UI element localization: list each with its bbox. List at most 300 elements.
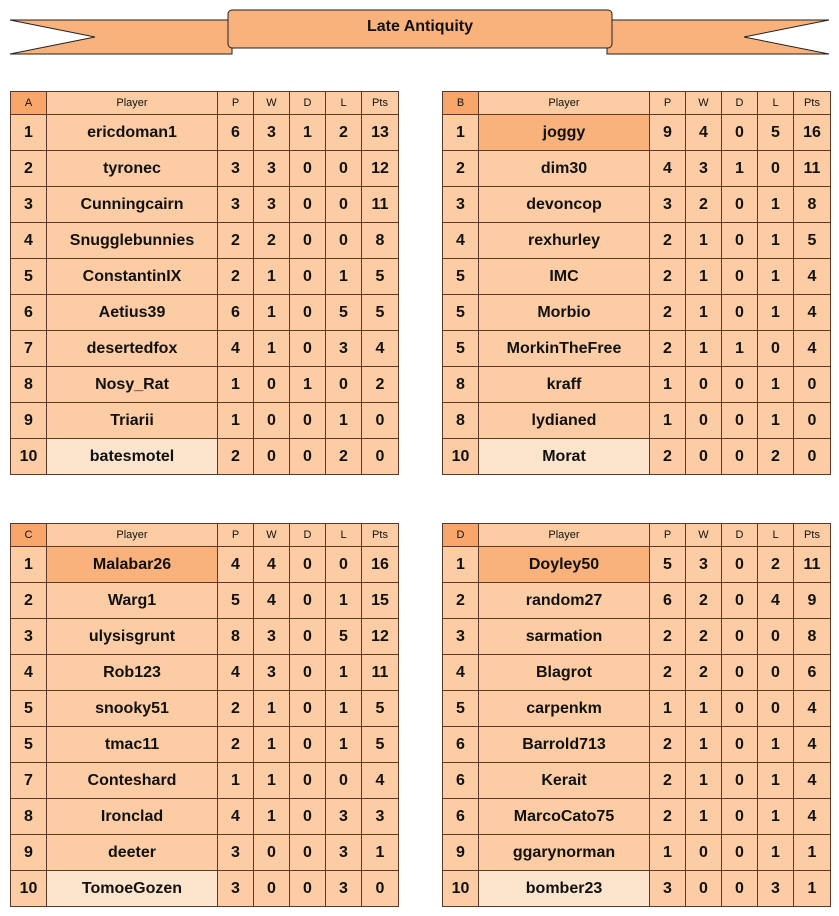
table-row <box>11 403 399 439</box>
drawn-cell: 0 <box>722 655 758 691</box>
lost-cell: 1 <box>758 295 794 331</box>
player-name: Aetius39 <box>47 295 218 331</box>
rank-cell: 6 <box>443 763 479 799</box>
points-cell: 1 <box>794 871 831 907</box>
player-name: tyronec <box>47 151 218 187</box>
col-header-played: P <box>218 92 254 115</box>
points-cell: 9 <box>794 583 831 619</box>
player-name: Blagrot <box>479 655 650 691</box>
won-cell: 2 <box>686 655 722 691</box>
points-cell: 12 <box>362 151 399 187</box>
player-name: Doyley50 <box>479 547 650 583</box>
rank-cell: 1 <box>11 115 47 151</box>
points-cell: 0 <box>794 439 831 475</box>
points-cell: 8 <box>362 223 399 259</box>
table-row <box>443 763 831 799</box>
player-name: Malabar26 <box>47 547 218 583</box>
played-cell: 1 <box>218 403 254 439</box>
rank-cell: 5 <box>11 727 47 763</box>
col-header-played: P <box>650 92 686 115</box>
won-cell: 1 <box>686 295 722 331</box>
table-row <box>443 691 831 727</box>
won-cell: 0 <box>254 403 290 439</box>
table-row <box>11 259 399 295</box>
col-header-drawn: D <box>290 92 326 115</box>
drawn-cell: 0 <box>722 799 758 835</box>
player-name: snooky51 <box>47 691 218 727</box>
rank-cell: 4 <box>11 223 47 259</box>
drawn-cell: 0 <box>722 295 758 331</box>
table-row <box>443 583 831 619</box>
lost-cell: 3 <box>326 799 362 835</box>
won-cell: 1 <box>686 727 722 763</box>
lost-cell: 2 <box>758 439 794 475</box>
played-cell: 5 <box>650 547 686 583</box>
player-name: devoncop <box>479 187 650 223</box>
points-cell: 11 <box>794 547 831 583</box>
played-cell: 4 <box>218 331 254 367</box>
player-name: Ironclad <box>47 799 218 835</box>
rank-cell: 5 <box>11 691 47 727</box>
drawn-cell: 0 <box>290 763 326 799</box>
table-row <box>11 871 399 907</box>
table-row <box>11 799 399 835</box>
drawn-cell: 1 <box>722 331 758 367</box>
won-cell: 1 <box>686 259 722 295</box>
group-label: D <box>443 524 479 547</box>
lost-cell: 0 <box>758 691 794 727</box>
won-cell: 1 <box>254 763 290 799</box>
table-row <box>11 583 399 619</box>
lost-cell: 1 <box>758 259 794 295</box>
rank-cell: 8 <box>11 367 47 403</box>
played-cell: 1 <box>650 403 686 439</box>
lost-cell: 3 <box>758 871 794 907</box>
player-name: sarmation <box>479 619 650 655</box>
played-cell: 2 <box>218 223 254 259</box>
lost-cell: 5 <box>758 115 794 151</box>
player-name: Triarii <box>47 403 218 439</box>
table-row <box>443 223 831 259</box>
points-cell: 11 <box>362 655 399 691</box>
col-header-lost: L <box>758 524 794 547</box>
drawn-cell: 0 <box>722 439 758 475</box>
drawn-cell: 0 <box>722 223 758 259</box>
player-name: lydianed <box>479 403 650 439</box>
played-cell: 3 <box>218 871 254 907</box>
lost-cell: 2 <box>758 547 794 583</box>
won-cell: 0 <box>254 871 290 907</box>
won-cell: 1 <box>254 691 290 727</box>
player-name: desertedfox <box>47 331 218 367</box>
table-row <box>11 655 399 691</box>
points-cell: 0 <box>794 367 831 403</box>
played-cell: 2 <box>650 439 686 475</box>
points-cell: 8 <box>794 187 831 223</box>
played-cell: 1 <box>218 367 254 403</box>
won-cell: 0 <box>686 835 722 871</box>
points-cell: 0 <box>362 871 399 907</box>
player-name: dim30 <box>479 151 650 187</box>
lost-cell: 2 <box>326 115 362 151</box>
player-name: Snugglebunnies <box>47 223 218 259</box>
col-header-played: P <box>650 524 686 547</box>
drawn-cell: 0 <box>290 835 326 871</box>
played-cell: 9 <box>650 115 686 151</box>
rank-cell: 10 <box>443 439 479 475</box>
points-cell: 11 <box>794 151 831 187</box>
lost-cell: 1 <box>758 403 794 439</box>
points-cell: 1 <box>794 835 831 871</box>
col-header-lost: L <box>758 92 794 115</box>
lost-cell: 0 <box>758 151 794 187</box>
won-cell: 4 <box>254 547 290 583</box>
ribbon-left-tail <box>10 20 232 54</box>
rank-cell: 7 <box>11 331 47 367</box>
points-cell: 4 <box>794 259 831 295</box>
won-cell: 3 <box>686 547 722 583</box>
lost-cell: 3 <box>326 331 362 367</box>
won-cell: 1 <box>254 295 290 331</box>
col-header-player: Player <box>479 524 650 547</box>
table-row <box>443 835 831 871</box>
won-cell: 4 <box>254 583 290 619</box>
won-cell: 1 <box>686 223 722 259</box>
points-cell: 12 <box>362 619 399 655</box>
col-header-won: W <box>254 524 290 547</box>
played-cell: 2 <box>218 691 254 727</box>
won-cell: 3 <box>254 619 290 655</box>
player-name: Barrold713 <box>479 727 650 763</box>
group-label: C <box>11 524 47 547</box>
points-cell: 5 <box>362 295 399 331</box>
won-cell: 1 <box>254 727 290 763</box>
won-cell: 0 <box>254 835 290 871</box>
drawn-cell: 0 <box>722 187 758 223</box>
points-cell: 16 <box>362 547 399 583</box>
lost-cell: 0 <box>326 223 362 259</box>
drawn-cell: 0 <box>722 763 758 799</box>
table-row <box>11 547 399 583</box>
table-row <box>11 187 399 223</box>
lost-cell: 0 <box>326 187 362 223</box>
drawn-cell: 0 <box>290 547 326 583</box>
col-header-won: W <box>686 92 722 115</box>
drawn-cell: 0 <box>722 835 758 871</box>
lost-cell: 1 <box>758 727 794 763</box>
rank-cell: 1 <box>443 115 479 151</box>
table-row <box>443 187 831 223</box>
won-cell: 3 <box>686 151 722 187</box>
lost-cell: 1 <box>758 763 794 799</box>
played-cell: 2 <box>650 223 686 259</box>
rank-cell: 3 <box>443 619 479 655</box>
drawn-cell: 0 <box>290 655 326 691</box>
played-cell: 2 <box>218 259 254 295</box>
player-name: carpenkm <box>479 691 650 727</box>
table-row <box>11 439 399 475</box>
col-header-drawn: D <box>722 92 758 115</box>
group-d-table <box>442 523 831 907</box>
rank-cell: 8 <box>11 799 47 835</box>
played-cell: 2 <box>218 727 254 763</box>
lost-cell: 3 <box>326 871 362 907</box>
table-row <box>443 619 831 655</box>
lost-cell: 1 <box>326 691 362 727</box>
table-row <box>11 295 399 331</box>
drawn-cell: 0 <box>290 691 326 727</box>
lost-cell: 3 <box>326 835 362 871</box>
player-name: ulysisgrunt <box>47 619 218 655</box>
played-cell: 1 <box>218 763 254 799</box>
lost-cell: 0 <box>326 547 362 583</box>
table-row <box>11 835 399 871</box>
col-header-player: Player <box>47 524 218 547</box>
rank-cell: 2 <box>11 583 47 619</box>
rank-cell: 10 <box>11 871 47 907</box>
drawn-cell: 0 <box>290 727 326 763</box>
table-header-row <box>11 92 399 115</box>
drawn-cell: 0 <box>290 223 326 259</box>
lost-cell: 1 <box>326 727 362 763</box>
points-cell: 16 <box>794 115 831 151</box>
rank-cell: 5 <box>443 259 479 295</box>
player-name: Morbio <box>479 295 650 331</box>
table-row <box>443 367 831 403</box>
won-cell: 0 <box>686 439 722 475</box>
drawn-cell: 0 <box>722 727 758 763</box>
won-cell: 1 <box>254 259 290 295</box>
player-name: rexhurley <box>479 223 650 259</box>
player-name: Nosy_Rat <box>47 367 218 403</box>
player-name: kraff <box>479 367 650 403</box>
won-cell: 1 <box>254 331 290 367</box>
played-cell: 6 <box>218 295 254 331</box>
lost-cell: 1 <box>326 583 362 619</box>
points-cell: 5 <box>362 259 399 295</box>
played-cell: 2 <box>650 655 686 691</box>
drawn-cell: 0 <box>722 583 758 619</box>
played-cell: 4 <box>218 547 254 583</box>
group-label: B <box>443 92 479 115</box>
lost-cell: 4 <box>758 583 794 619</box>
points-cell: 3 <box>362 799 399 835</box>
points-cell: 1 <box>362 835 399 871</box>
table-header-row <box>443 92 831 115</box>
rank-cell: 3 <box>11 187 47 223</box>
points-cell: 5 <box>362 727 399 763</box>
player-name: MarcoCato75 <box>479 799 650 835</box>
lost-cell: 1 <box>326 655 362 691</box>
played-cell: 4 <box>218 799 254 835</box>
drawn-cell: 0 <box>290 619 326 655</box>
lost-cell: 0 <box>326 151 362 187</box>
won-cell: 0 <box>686 871 722 907</box>
player-name: Kerait <box>479 763 650 799</box>
player-name: batesmotel <box>47 439 218 475</box>
drawn-cell: 1 <box>290 115 326 151</box>
drawn-cell: 0 <box>722 547 758 583</box>
col-header-drawn: D <box>722 524 758 547</box>
table-row <box>11 223 399 259</box>
points-cell: 4 <box>794 691 831 727</box>
points-cell: 2 <box>362 367 399 403</box>
drawn-cell: 0 <box>722 871 758 907</box>
table-row <box>443 295 831 331</box>
page-title: Late Antiquity <box>366 18 474 35</box>
lost-cell: 1 <box>326 259 362 295</box>
col-header-points: Pts <box>362 92 399 115</box>
lost-cell: 0 <box>758 619 794 655</box>
table-row <box>443 403 831 439</box>
drawn-cell: 1 <box>290 367 326 403</box>
player-name: joggy <box>479 115 650 151</box>
ribbon-right-tail <box>607 20 829 54</box>
played-cell: 6 <box>218 115 254 151</box>
col-header-won: W <box>686 524 722 547</box>
rank-cell: 4 <box>11 655 47 691</box>
points-cell: 4 <box>794 331 831 367</box>
rank-cell: 2 <box>11 151 47 187</box>
table-row <box>443 151 831 187</box>
points-cell: 4 <box>794 799 831 835</box>
group-a-table <box>10 91 399 475</box>
points-cell: 4 <box>362 331 399 367</box>
points-cell: 0 <box>362 439 399 475</box>
rank-cell: 3 <box>443 187 479 223</box>
played-cell: 2 <box>650 619 686 655</box>
won-cell: 3 <box>254 187 290 223</box>
player-name: Rob123 <box>47 655 218 691</box>
lost-cell: 5 <box>326 619 362 655</box>
played-cell: 5 <box>218 583 254 619</box>
won-cell: 1 <box>686 331 722 367</box>
player-name: Cunningcairn <box>47 187 218 223</box>
drawn-cell: 0 <box>722 691 758 727</box>
player-name: MorkinTheFree <box>479 331 650 367</box>
table-row <box>443 331 831 367</box>
played-cell: 1 <box>650 835 686 871</box>
table-row <box>443 655 831 691</box>
played-cell: 6 <box>650 583 686 619</box>
player-name: Conteshard <box>47 763 218 799</box>
won-cell: 0 <box>254 439 290 475</box>
won-cell: 1 <box>686 799 722 835</box>
table-row <box>11 691 399 727</box>
table-row <box>11 151 399 187</box>
col-header-player: Player <box>479 92 650 115</box>
drawn-cell: 0 <box>290 259 326 295</box>
drawn-cell: 0 <box>290 403 326 439</box>
lost-cell: 0 <box>758 655 794 691</box>
points-cell: 4 <box>794 763 831 799</box>
played-cell: 1 <box>650 691 686 727</box>
player-name: deeter <box>47 835 218 871</box>
points-cell: 6 <box>794 655 831 691</box>
lost-cell: 0 <box>758 331 794 367</box>
drawn-cell: 0 <box>722 367 758 403</box>
player-name: ericdoman1 <box>47 115 218 151</box>
table-row <box>11 619 399 655</box>
ribbon-center <box>228 10 612 48</box>
played-cell: 2 <box>650 799 686 835</box>
drawn-cell: 0 <box>290 439 326 475</box>
group-label: A <box>11 92 47 115</box>
rank-cell: 5 <box>443 331 479 367</box>
player-name: random27 <box>479 583 650 619</box>
points-cell: 8 <box>794 619 831 655</box>
rank-cell: 9 <box>443 835 479 871</box>
rank-cell: 1 <box>443 547 479 583</box>
table-row <box>443 439 831 475</box>
group-b-table <box>442 91 831 475</box>
drawn-cell: 0 <box>722 259 758 295</box>
col-header-won: W <box>254 92 290 115</box>
col-header-points: Pts <box>794 92 831 115</box>
rank-cell: 5 <box>443 691 479 727</box>
table-row <box>11 367 399 403</box>
drawn-cell: 0 <box>722 115 758 151</box>
played-cell: 2 <box>650 331 686 367</box>
table-row <box>11 763 399 799</box>
played-cell: 4 <box>650 151 686 187</box>
drawn-cell: 0 <box>290 295 326 331</box>
table-row <box>11 115 399 151</box>
table-row <box>443 115 831 151</box>
col-header-player: Player <box>47 92 218 115</box>
rank-cell: 9 <box>11 403 47 439</box>
title-ribbon <box>0 0 839 60</box>
points-cell: 4 <box>362 763 399 799</box>
lost-cell: 0 <box>326 367 362 403</box>
drawn-cell: 0 <box>290 583 326 619</box>
rank-cell: 2 <box>443 583 479 619</box>
lost-cell: 1 <box>326 403 362 439</box>
won-cell: 2 <box>686 583 722 619</box>
drawn-cell: 0 <box>290 331 326 367</box>
rank-cell: 4 <box>443 655 479 691</box>
drawn-cell: 1 <box>722 151 758 187</box>
won-cell: 2 <box>254 223 290 259</box>
table-row <box>443 259 831 295</box>
lost-cell: 1 <box>758 367 794 403</box>
player-name: TomoeGozen <box>47 871 218 907</box>
lost-cell: 1 <box>758 799 794 835</box>
lost-cell: 1 <box>758 187 794 223</box>
won-cell: 1 <box>254 799 290 835</box>
player-name: IMC <box>479 259 650 295</box>
won-cell: 1 <box>686 691 722 727</box>
player-name: Warg1 <box>47 583 218 619</box>
points-cell: 4 <box>794 727 831 763</box>
points-cell: 13 <box>362 115 399 151</box>
played-cell: 3 <box>650 871 686 907</box>
won-cell: 0 <box>686 367 722 403</box>
lost-cell: 1 <box>758 223 794 259</box>
rank-cell: 8 <box>443 367 479 403</box>
drawn-cell: 0 <box>722 619 758 655</box>
played-cell: 8 <box>218 619 254 655</box>
rank-cell: 6 <box>443 799 479 835</box>
player-name: Morat <box>479 439 650 475</box>
drawn-cell: 0 <box>290 799 326 835</box>
rank-cell: 7 <box>11 763 47 799</box>
won-cell: 0 <box>254 367 290 403</box>
col-header-played: P <box>218 524 254 547</box>
rank-cell: 5 <box>11 259 47 295</box>
played-cell: 2 <box>218 439 254 475</box>
col-header-points: Pts <box>362 524 399 547</box>
